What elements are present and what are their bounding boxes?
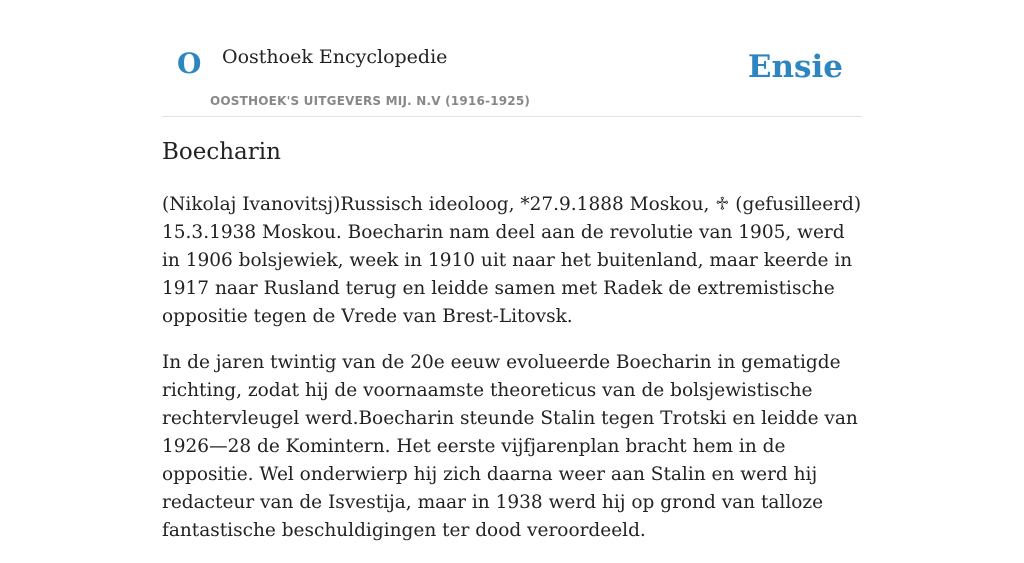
page-container <box>162 0 862 541</box>
article-title: Boecharin <box>162 139 281 165</box>
logo-letter[interactable]: O <box>177 47 202 80</box>
article-paragraph: In de jaren twintig van de 20e eeuw evolueerde Boecharin in gematigde richting, zodat hij de voornaamste theoreticus van de bolsjewistische rechtervleugel werd.Boecharin steunde Stalin tegen Trotski en leidde van 1926—28 de Komintern. Het eerste vijfjarenplan bracht hem in de oppositie. Wel onderwierp hij zich daarna weer aan Stalin en werd hij redacteur van de Isvestija, maar in 1938 werd hij op grond van talloze fantastische beschuldigingen ter dood veroordeeld. <box>162 352 858 541</box>
site-title-link[interactable]: Oosthoek Encyclopedie <box>222 46 448 68</box>
brand-logo-link[interactable]: Ensie <box>747 49 843 85</box>
article-paragraph: (Nikolaj Ivanovitsj)Russisch ideoloog, *27.9.1888 Moskou, ♱ (gefusilleerd) 15.3.1938 Moskou. Boecharin nam deel aan de revolutie van 1905, werd in 1906 bolsjewiek, week in 1910 uit naar het buitenland, maar keerde in 1917 naar Rusland terug en leidde samen met Radek de extremistische oppositie tegen de Vrede van Brest-Litovsk. <box>162 194 862 327</box>
site-header <box>162 0 862 117</box>
publisher-label: OOSTHOEK'S UITGEVERS MIJ. N.V (1916-1925) <box>210 94 531 108</box>
article-body <box>162 191 862 563</box>
